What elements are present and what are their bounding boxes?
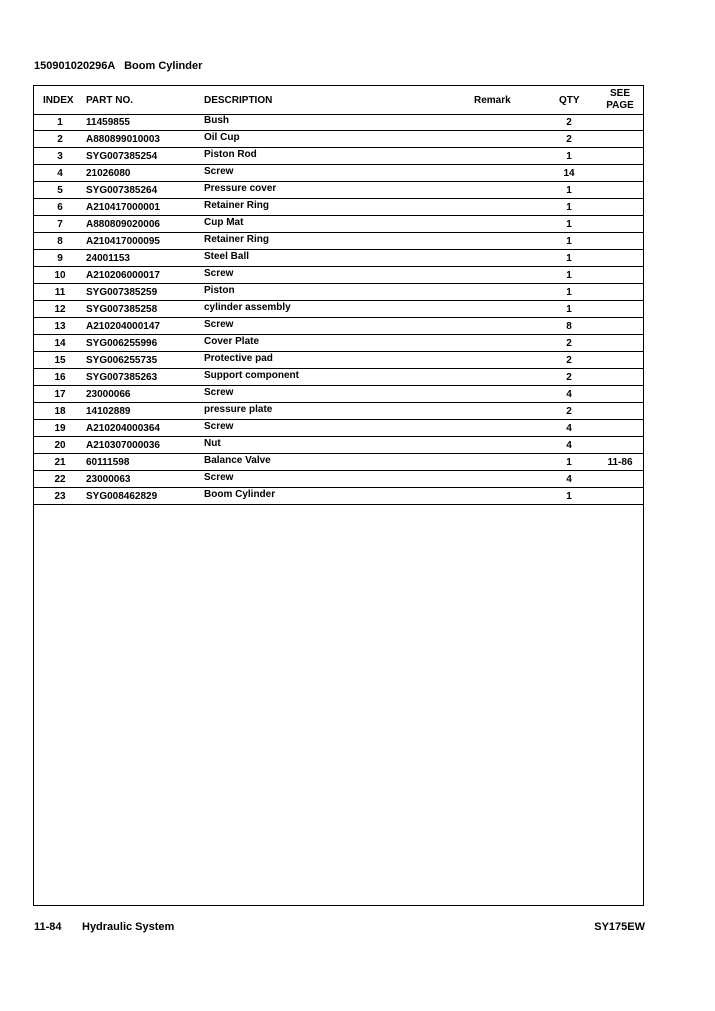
row-index: 11 <box>54 287 66 298</box>
row-index: 9 <box>57 253 63 264</box>
table-header <box>34 86 643 115</box>
header-see-page-line1: SEE <box>609 88 630 99</box>
row-description: Boom Cylinder <box>204 489 276 500</box>
table-row <box>34 454 643 471</box>
table-row <box>34 301 643 318</box>
header-remark: Remark <box>474 95 511 106</box>
row-index: 19 <box>54 423 66 434</box>
row-part-no: SYG006255996 <box>86 338 158 349</box>
row-part-no: SYG007385263 <box>86 372 158 383</box>
row-qty: 1 <box>566 219 572 230</box>
row-description: Piston <box>204 285 235 296</box>
row-qty: 1 <box>566 151 572 162</box>
row-part-no: 14102889 <box>86 406 131 417</box>
row-index: 5 <box>57 185 63 196</box>
row-part-no: A210417000001 <box>86 202 160 213</box>
table-row <box>34 114 643 131</box>
row-part-no: A210204000147 <box>86 321 160 332</box>
row-part-no: A210206000017 <box>86 270 160 281</box>
row-part-no: SYG008462829 <box>86 491 158 502</box>
row-description: Bush <box>204 115 229 126</box>
row-part-no: 60111598 <box>86 457 130 468</box>
table-row <box>34 471 643 488</box>
row-part-no: 11459855 <box>86 117 130 128</box>
row-index: 8 <box>57 236 63 247</box>
row-index: 18 <box>54 406 66 417</box>
row-part-no: A880899010003 <box>86 134 160 145</box>
header-see-page <box>594 88 646 112</box>
row-part-no: 24001153 <box>86 253 130 264</box>
row-index: 2 <box>57 134 63 145</box>
row-part-no: A210204000364 <box>86 423 160 434</box>
table-row <box>34 488 643 505</box>
table-row <box>34 216 643 233</box>
header-see-page-line2: PAGE <box>606 100 634 111</box>
row-index: 6 <box>57 202 63 213</box>
row-qty: 1 <box>566 457 572 468</box>
table-row <box>34 403 643 420</box>
row-part-no: SYG007385259 <box>86 287 158 298</box>
row-description: Balance Valve <box>204 455 271 466</box>
row-index: 21 <box>54 457 66 468</box>
row-description: cylinder assembly <box>204 302 291 313</box>
table-row <box>34 352 643 369</box>
row-index: 16 <box>54 372 66 383</box>
row-qty: 2 <box>566 355 572 366</box>
table-row <box>34 233 643 250</box>
row-description: Protective pad <box>204 353 273 364</box>
row-description: Cup Mat <box>204 217 244 228</box>
row-index: 14 <box>54 338 66 349</box>
row-qty: 4 <box>566 389 572 400</box>
row-qty: 1 <box>566 253 572 264</box>
row-part-no: SYG007385258 <box>86 304 158 315</box>
row-part-no: SYG006255735 <box>86 355 158 366</box>
row-part-no: 23000063 <box>86 474 131 485</box>
row-description: Screw <box>204 421 234 432</box>
row-qty: 1 <box>566 287 572 298</box>
table-row <box>34 386 643 403</box>
row-see-page: 11-86 <box>607 457 633 468</box>
table-row <box>34 165 643 182</box>
row-description: Screw <box>204 166 234 177</box>
table-row <box>34 335 643 352</box>
table-row <box>34 267 643 284</box>
header-qty: QTY <box>559 95 580 106</box>
table-body <box>34 114 643 505</box>
table-row <box>34 250 643 267</box>
row-part-no: 21026080 <box>86 168 131 179</box>
row-index: 23 <box>54 491 66 502</box>
row-index: 10 <box>54 270 66 281</box>
row-description: Oil Cup <box>204 132 240 143</box>
parts-table <box>33 85 644 906</box>
row-qty: 2 <box>566 134 572 145</box>
row-description: Screw <box>204 319 234 330</box>
row-index: 17 <box>54 389 66 400</box>
row-qty: 1 <box>566 270 572 281</box>
row-index: 7 <box>57 219 63 230</box>
row-qty: 1 <box>566 202 572 213</box>
row-description: Retainer Ring <box>204 234 270 245</box>
row-qty: 8 <box>566 321 572 332</box>
table-row <box>34 284 643 301</box>
table-row <box>34 199 643 216</box>
row-description: Support component <box>204 370 299 381</box>
row-qty: 1 <box>566 185 572 196</box>
row-qty: 2 <box>566 338 572 349</box>
row-index: 12 <box>54 304 66 315</box>
row-qty: 4 <box>566 440 572 451</box>
row-index: 4 <box>57 168 63 179</box>
row-description: Screw <box>204 268 234 279</box>
table-row <box>34 420 643 437</box>
row-part-no: SYG007385264 <box>86 185 158 196</box>
header-description: DESCRIPTION <box>204 95 273 106</box>
table-row <box>34 131 643 148</box>
table-row <box>34 318 643 335</box>
row-qty: 2 <box>566 117 572 128</box>
table-row <box>34 437 643 454</box>
row-index: 1 <box>57 117 63 128</box>
row-part-no: SYG007385254 <box>86 151 158 162</box>
row-description: Retainer Ring <box>204 200 270 211</box>
row-qty: 1 <box>566 304 572 315</box>
row-description: Screw <box>204 472 234 483</box>
document-title: 150901020296A Boom Cylinder <box>34 60 203 72</box>
row-description: pressure plate <box>204 404 273 415</box>
row-description: Nut <box>204 438 221 449</box>
footer-page-number: 11-84 <box>34 921 62 933</box>
row-part-no: A210307000036 <box>86 440 160 451</box>
row-qty: 1 <box>566 491 572 502</box>
footer-section: Hydraulic System <box>82 921 175 933</box>
row-part-no: A880809020006 <box>86 219 160 230</box>
row-qty: 2 <box>566 372 572 383</box>
row-index: 15 <box>54 355 66 366</box>
row-qty: 2 <box>566 406 572 417</box>
row-description: Steel Ball <box>204 251 250 262</box>
table-row <box>34 369 643 386</box>
row-qty: 1 <box>566 236 572 247</box>
row-qty: 4 <box>566 423 572 434</box>
row-part-no: A210417000095 <box>86 236 160 247</box>
row-description: Piston Rod <box>204 149 257 160</box>
row-qty: 4 <box>566 474 572 485</box>
table-row <box>34 148 643 165</box>
row-qty: 14 <box>563 168 575 179</box>
row-description: Pressure cover <box>204 183 277 194</box>
header-part-no: PART NO. <box>86 95 134 106</box>
row-index: 22 <box>54 474 66 485</box>
row-index: 13 <box>54 321 66 332</box>
footer-model: SY175EW <box>594 921 645 933</box>
row-index: 20 <box>54 440 66 451</box>
row-description: Cover Plate <box>204 336 260 347</box>
row-description: Screw <box>204 387 234 398</box>
row-part-no: 23000066 <box>86 389 131 400</box>
header-index: INDEX <box>43 95 74 106</box>
row-index: 3 <box>57 151 63 162</box>
table-row <box>34 182 643 199</box>
